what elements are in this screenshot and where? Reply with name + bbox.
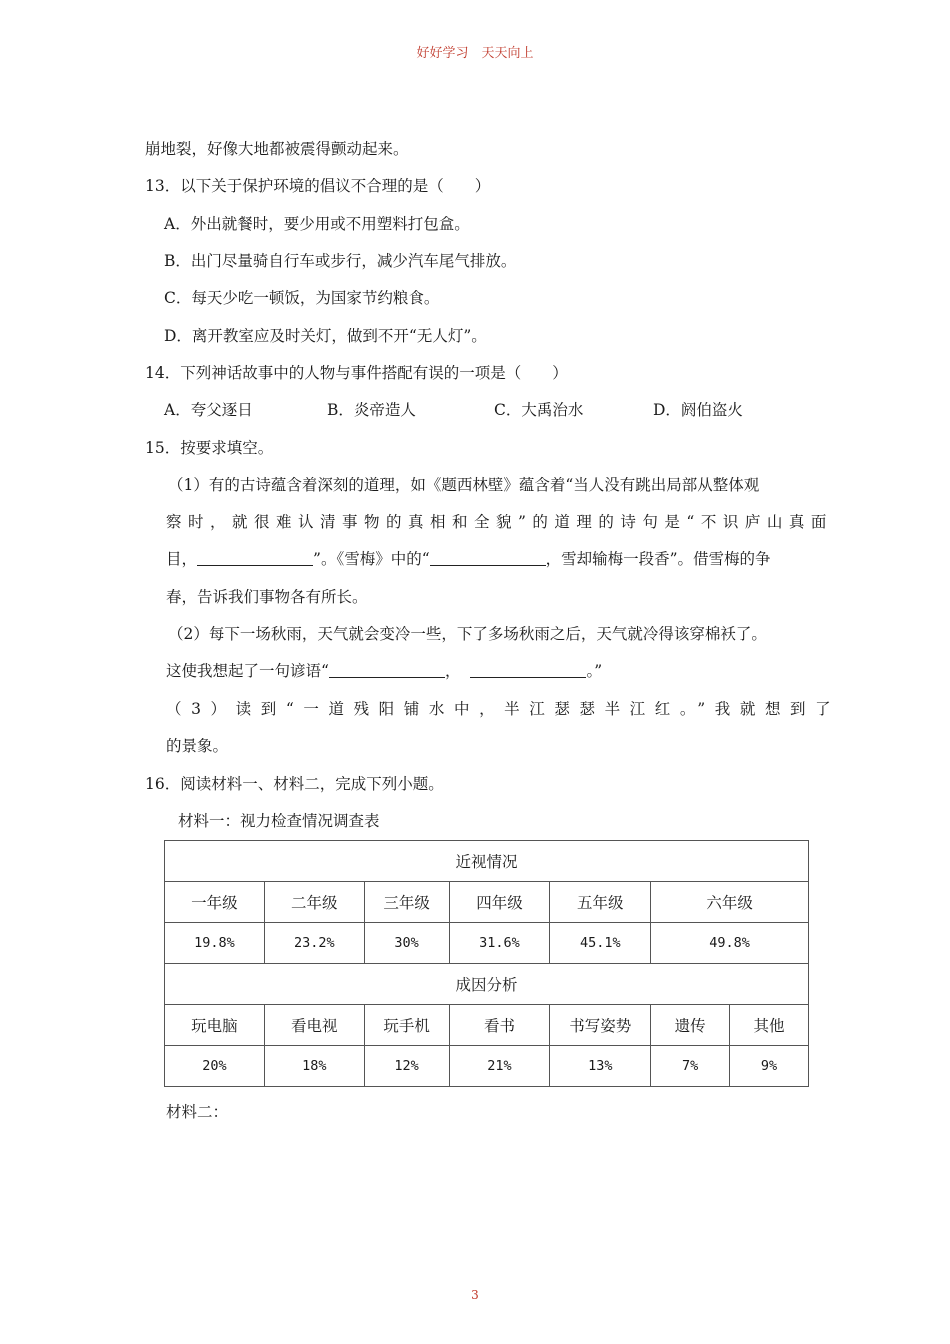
text-line-justified	[166, 511, 833, 533]
text-line: （2）每下一场秋雨，天气就会变冷一些，下了多场秋雨之后，天气就冷得该穿棉袄了。	[168, 625, 767, 643]
cause-rate-cell: 9%	[730, 1046, 809, 1087]
table-row	[165, 882, 809, 923]
question-16: 16．阅读材料一、材料二，完成下列小题。	[145, 775, 444, 793]
rate-cell: 31.6%	[449, 923, 550, 964]
option-14d: D．阏伯盗火	[653, 401, 743, 419]
page-number: 3	[471, 1288, 479, 1302]
cause-cell: 书写姿势	[550, 1005, 651, 1046]
text-fragment: 这使我想起了一句谚语“	[166, 662, 329, 680]
text-line	[166, 548, 771, 570]
text-fragment: 目，	[166, 550, 198, 568]
option-13a: A．外出就餐时，要少用或不用塑料打包盒。	[164, 215, 470, 233]
table-row	[165, 841, 809, 882]
text-line: （1）有的古诗蕴含着深刻的道理，如《题西林壁》蕴含着“当人没有跳出局部从整体观	[168, 476, 760, 494]
option-13c: C．每天少吃一顿饭，为国家节约粮食。	[164, 289, 440, 307]
fill-blank[interactable]	[329, 661, 445, 678]
cause-cell: 玩手机	[364, 1005, 449, 1046]
cause-rate-cell: 21%	[449, 1046, 550, 1087]
question-15: 15．按要求填空。	[145, 439, 274, 457]
material-2-title: 材料二：	[166, 1103, 229, 1121]
option-14a: A．夸父逐日	[164, 401, 253, 419]
text-line: 的景象。	[166, 737, 229, 755]
text-line: 春，告诉我们事物各有所长。	[166, 588, 368, 606]
rate-cell: 19.8%	[165, 923, 265, 964]
grade-cell: 五年级	[550, 882, 651, 923]
cause-rate-cell: 7%	[651, 1046, 730, 1087]
rate-cell: 49.8%	[651, 923, 809, 964]
fill-blank[interactable]	[470, 661, 586, 678]
question-14: 14．下列神话故事中的人物与事件搭配有误的一项是（ ）	[145, 364, 568, 382]
text-fragment: ，雪却输梅一段香”。借雪梅的争	[545, 550, 771, 568]
fill-blank[interactable]	[430, 549, 546, 566]
cause-cell: 其他	[730, 1005, 809, 1046]
text-line	[166, 660, 602, 682]
rate-cell: 23.2%	[264, 923, 364, 964]
grade-cell: 六年级	[651, 882, 809, 923]
text-fragment: 。”	[586, 662, 603, 680]
cause-rate-cell: 20%	[165, 1046, 265, 1087]
table-row	[165, 923, 809, 964]
option-13d: D．离开教室应及时关灯，做到不开“无人灯”。	[164, 327, 487, 345]
cause-rate-cell: 13%	[550, 1046, 651, 1087]
cause-cell: 遗传	[651, 1005, 730, 1046]
rate-cell: 45.1%	[550, 923, 651, 964]
grade-cell: 四年级	[449, 882, 550, 923]
table-row	[165, 964, 809, 1005]
text-line: （3）读到“一道残阳铺水中，半江瑟瑟半江红。”我就想到了	[166, 700, 841, 718]
fill-blank[interactable]	[197, 549, 313, 566]
question-13: 13．以下关于保护环境的倡议不合理的是（ ）	[145, 177, 491, 195]
grade-cell: 一年级	[165, 882, 265, 923]
table-title-causes: 成因分析	[165, 964, 809, 1005]
material-1-title: 材料一：视力检查情况调查表	[178, 812, 380, 830]
text-fragment: ”。《雪梅》中的“	[313, 550, 430, 568]
cause-cell: 玩电脑	[165, 1005, 265, 1046]
grade-cell: 二年级	[264, 882, 364, 923]
table-title-myopia: 近视情况	[165, 841, 809, 882]
option-14b: B．炎帝造人	[327, 401, 416, 419]
cause-rate-cell: 12%	[364, 1046, 449, 1087]
table-row	[165, 1005, 809, 1046]
table-row	[165, 1046, 809, 1087]
cause-cell: 看书	[449, 1005, 550, 1046]
page-header: 好好学习 天天向上	[416, 46, 534, 61]
text-line: 崩地裂，好像大地都被震得颤动起来。	[145, 140, 409, 158]
text-fragment: 察时，就很难认清事物的真相和全貌”的道理的诗句是“不识庐山真面	[166, 513, 833, 531]
text-fragment: ，	[444, 662, 461, 680]
option-13b: B．出门尽量骑自行车或步行，减少汽车尾气排放。	[164, 252, 517, 270]
vision-survey-table	[164, 840, 809, 1087]
rate-cell: 30%	[364, 923, 449, 964]
grade-cell: 三年级	[364, 882, 449, 923]
cause-rate-cell: 18%	[264, 1046, 364, 1087]
option-14c: C．大禹治水	[494, 401, 584, 419]
cause-cell: 看电视	[264, 1005, 364, 1046]
